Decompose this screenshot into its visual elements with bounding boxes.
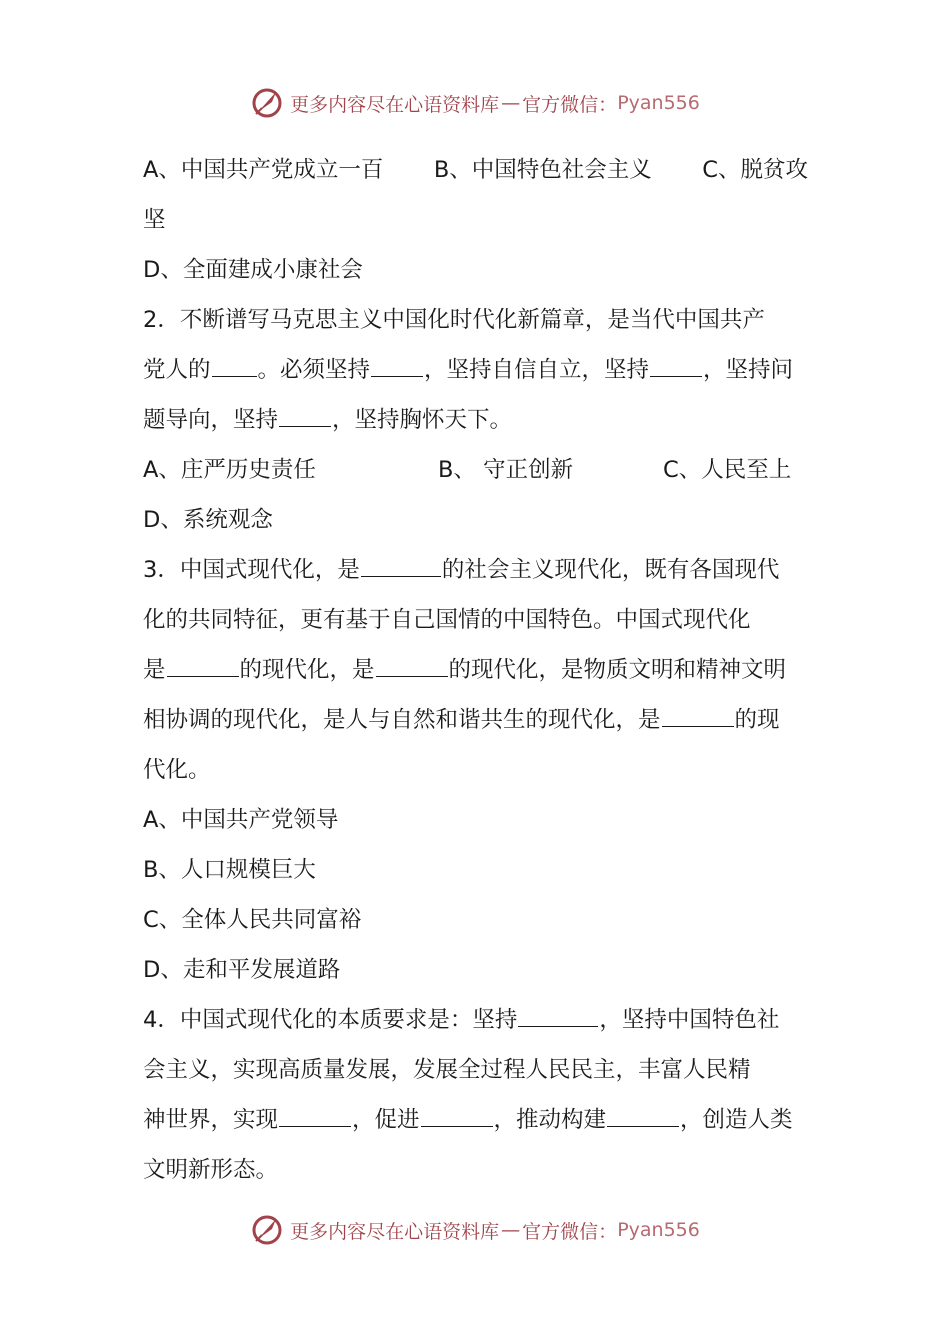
q4-text: ，坚持中国特色社 (599, 1007, 780, 1033)
q1-option-c: C、脱贫攻 (702, 157, 808, 183)
banner-dash: — (501, 1219, 521, 1241)
q2-line-2 (143, 345, 808, 395)
q3-text: 是 (143, 657, 166, 683)
q4-text: 4．中国式现代化的本质要求是：坚持 (143, 1007, 518, 1033)
answer-blank (650, 354, 702, 377)
q3-option-b: B、人口规模巨大 (143, 857, 316, 883)
banner-brand: Pyan556 (617, 1219, 700, 1241)
document-body (143, 145, 808, 1195)
q3-line-4 (143, 695, 808, 745)
banner-label: 官方微信： (522, 1220, 618, 1243)
q3-option-a: A、中国共产党领导 (143, 807, 339, 833)
q2-line-1: 2．不断谱写马克思主义中国化时代化新篇章，是当代中国共产 (143, 307, 765, 333)
q2-text: 题导向，坚持 (143, 407, 279, 433)
answer-blank (361, 554, 441, 577)
q1-options-row (143, 145, 808, 195)
q4-text: ，促进 (352, 1107, 420, 1133)
q2-options-row (143, 445, 808, 495)
q2-text: ，坚持胸怀天下。 (332, 407, 513, 433)
q4-line-1 (143, 995, 808, 1045)
answer-blank (662, 704, 734, 727)
q3-line-1 (143, 545, 808, 595)
q4-line-3 (143, 1095, 808, 1145)
q1-option-a: A、中国共产党成立一百 (143, 157, 384, 183)
q3-line-3 (143, 645, 808, 695)
q4-text: 神世界，实现 (143, 1107, 279, 1133)
quill-logo-icon (250, 1213, 284, 1247)
answer-blank (371, 354, 423, 377)
q3-text: 的现代化，是物质文明和精神文明 (448, 657, 787, 683)
q2-option-c: C、人民至上 (663, 457, 792, 483)
q3-text: 的现 (734, 707, 780, 733)
answer-blank (279, 1104, 351, 1127)
q4-line-4: 文明新形态。 (143, 1157, 279, 1183)
answer-blank (607, 1104, 679, 1127)
answer-blank (518, 1004, 598, 1027)
q2-line-3 (143, 395, 808, 445)
banner-text: 更多内容尽在心语资料库 (290, 93, 500, 116)
banner-label: 官方微信： (522, 93, 618, 116)
answer-blank (212, 354, 257, 377)
q1-option-d: D、全面建成小康社会 (143, 257, 363, 283)
banner-brand: Pyan556 (617, 92, 700, 114)
banner-dash: — (501, 92, 521, 114)
answer-blank (279, 404, 331, 427)
q3-text: 3．中国式现代化，是 (143, 557, 360, 583)
footer-banner (0, 1208, 950, 1252)
q3-option-c: C、全体人民共同富裕 (143, 907, 362, 933)
q4-line-2: 会主义，实现高质量发展，发展全过程人民民主，丰富人民精 (143, 1057, 751, 1083)
q2-text: ，坚持自信自立，坚持 (424, 357, 650, 383)
q4-text: ，推动构建 (493, 1107, 607, 1133)
q4-text: ，创造人类 (680, 1107, 793, 1133)
q2-option-d: D、系统观念 (143, 507, 273, 533)
q3-text: 的现代化，是 (239, 657, 375, 683)
q3-text: 的社会主义现代化，既有各国现代 (441, 557, 780, 583)
q1-option-b: B、中国特色社会主义 (433, 157, 652, 183)
q2-text: ，坚持问 (703, 357, 794, 383)
answer-blank (376, 654, 448, 677)
q3-line-5: 代化。 (143, 757, 211, 783)
banner-text: 更多内容尽在心语资料库 (290, 1220, 500, 1243)
q3-option-d: D、走和平发展道路 (143, 957, 341, 983)
q2-option-b: B、 守正创新 (438, 457, 574, 483)
q3-text: 相协调的现代化，是人与自然和谐共生的现代化，是 (143, 707, 661, 733)
quill-logo-icon (250, 86, 284, 120)
q3-line-2: 化的共同特征，更有基于自己国情的中国特色。中国式现代化 (143, 607, 751, 633)
q2-text: 。必须坚持 (257, 357, 371, 383)
header-banner (0, 81, 950, 125)
q2-option-a: A、庄严历史责任 (143, 457, 316, 483)
answer-blank (421, 1104, 493, 1127)
answer-blank (167, 654, 239, 677)
q2-text: 党人的 (143, 357, 211, 383)
q1-option-c-cont: 坚 (143, 207, 166, 233)
